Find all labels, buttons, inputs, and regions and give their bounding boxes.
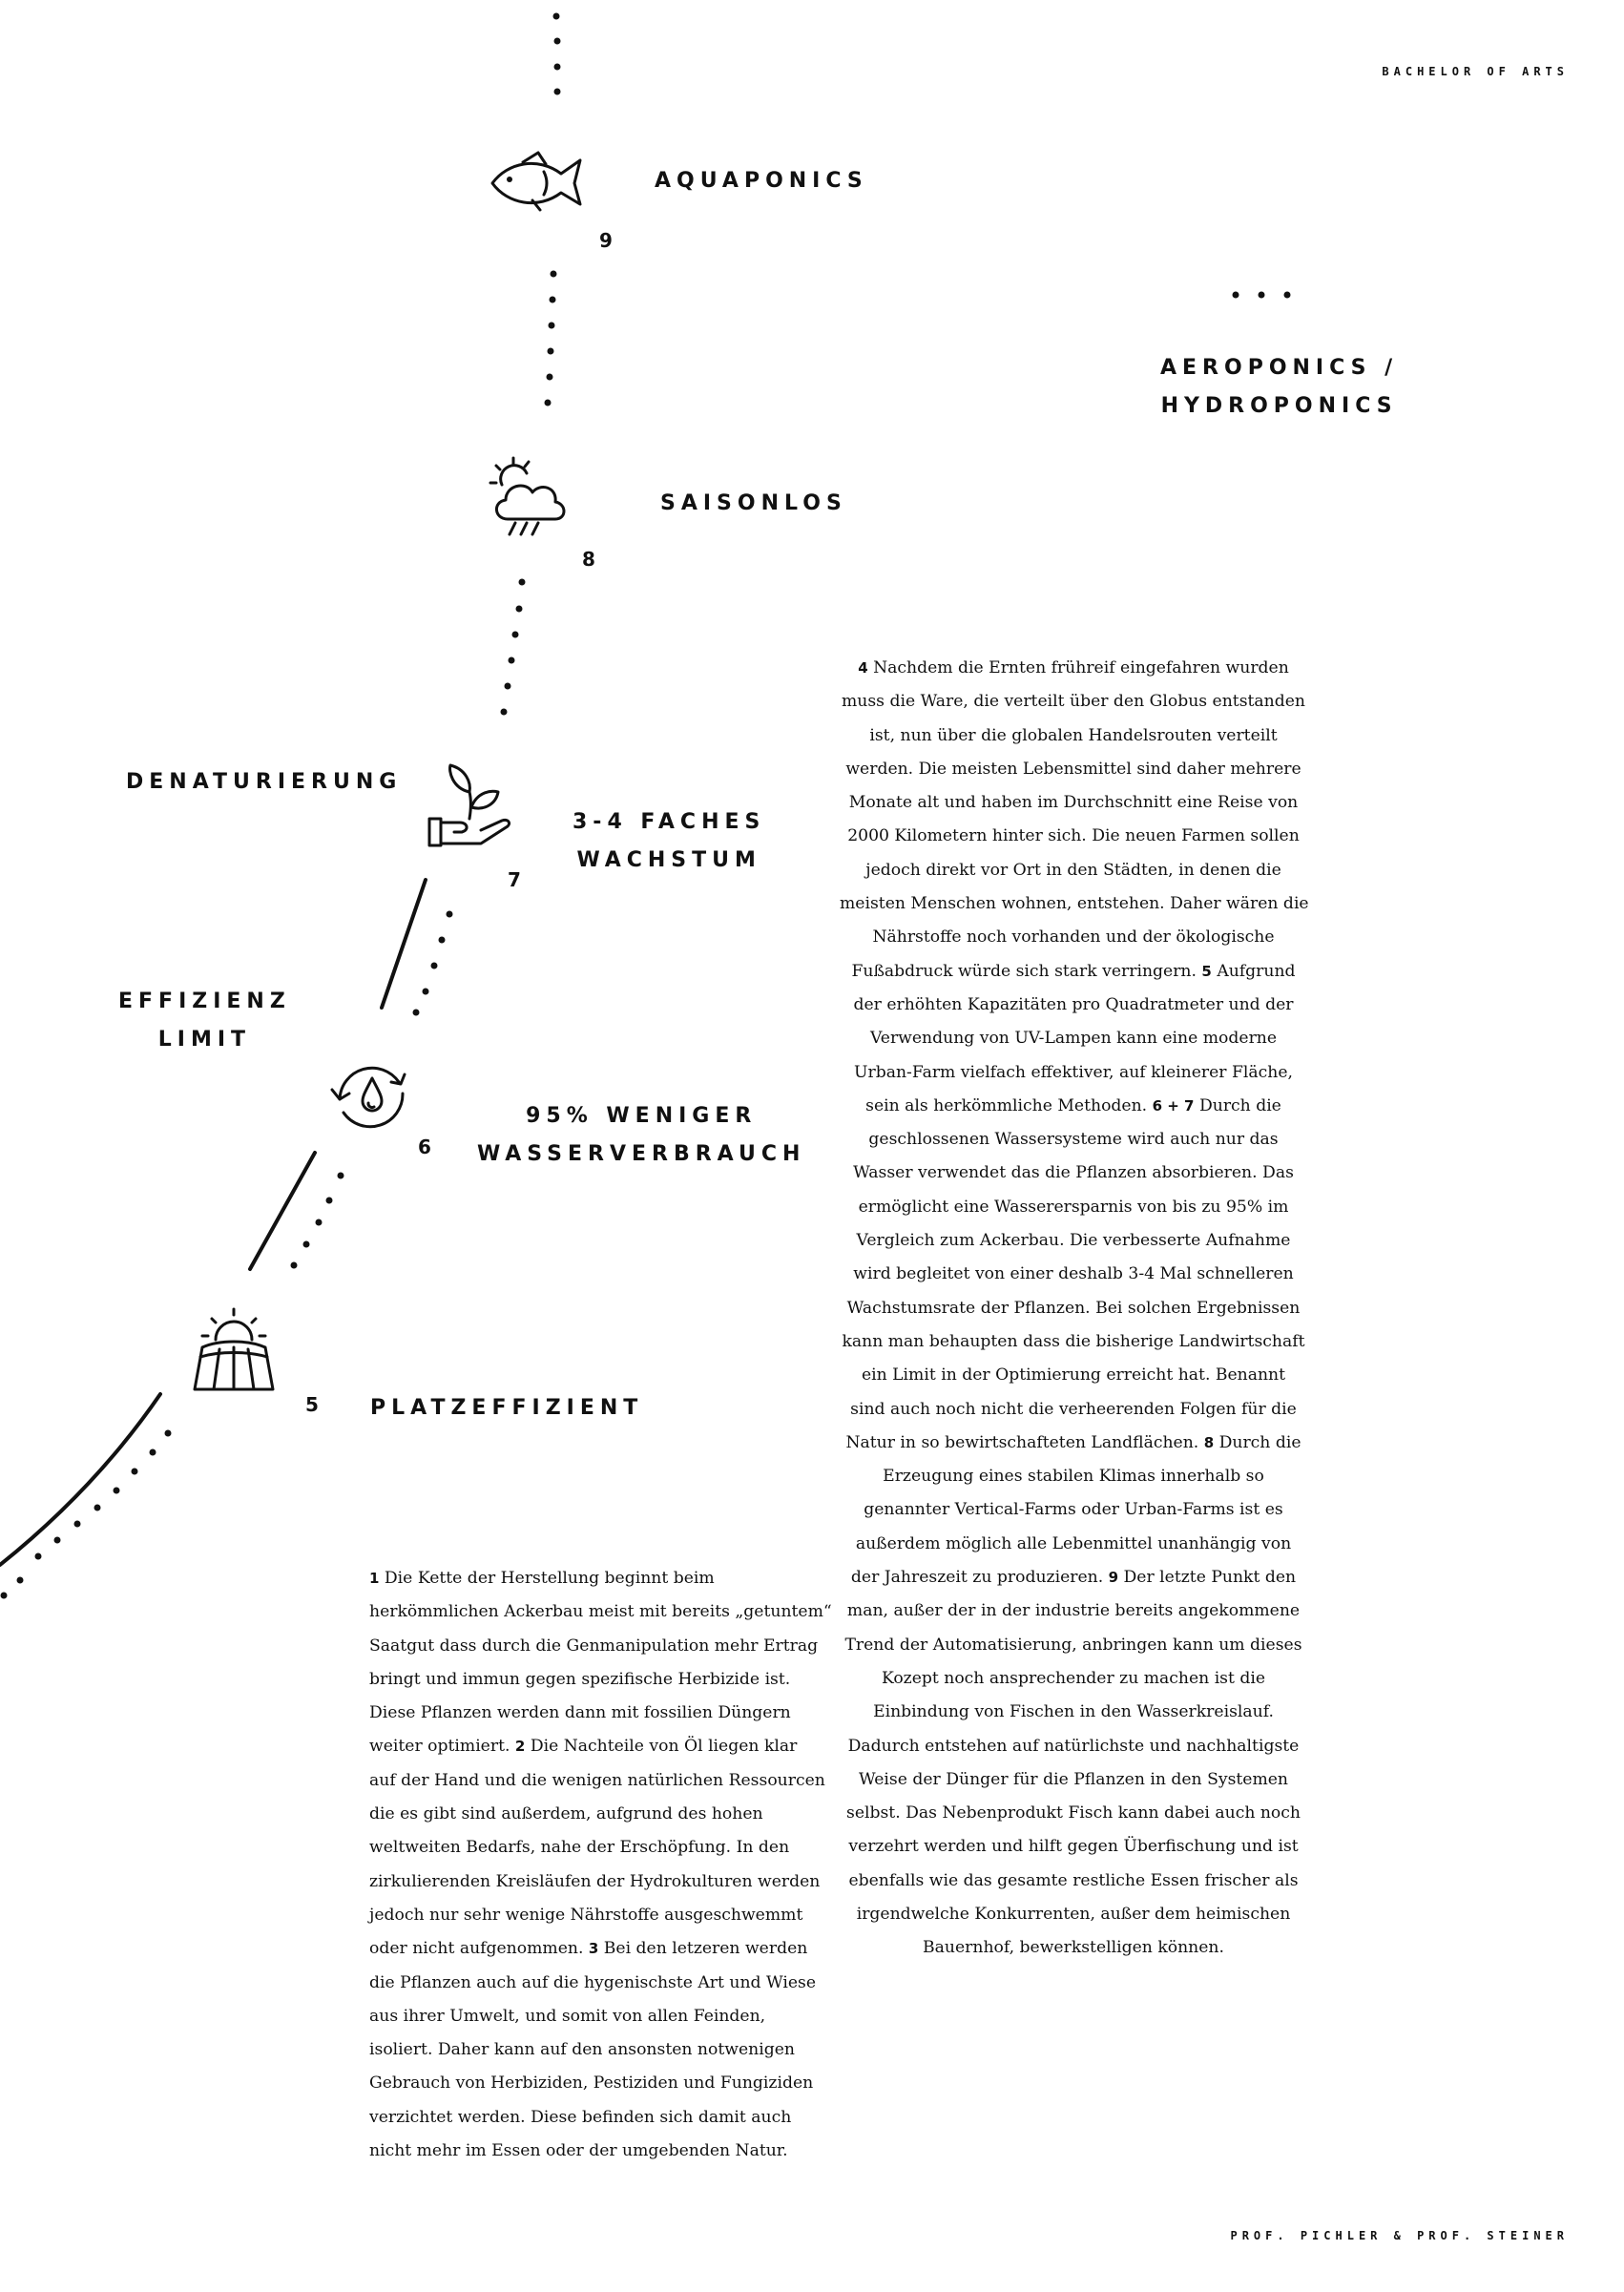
solid-curve-5 (0, 1394, 160, 1565)
text-segment: Die Kette der Herstellung beginnt beim (379, 1569, 715, 1588)
text-segment: Bauernhof, bewerkstelligen können. (923, 1938, 1224, 1958)
text-line (840, 1865, 1307, 1898)
wachstum-line-1: 3-4 FACHES (573, 810, 766, 834)
text-segment: weltweiten Bedarfs, nahe der Erschöpfung. In den (369, 1838, 790, 1858)
text-line (840, 753, 1307, 786)
text-line (369, 1967, 817, 2000)
text-segment: der Jahreszeit zu produzieren. (850, 1568, 1109, 1588)
text-segment: muss die Ware, die verteilt über den Globus entstanden (841, 692, 1305, 712)
aeroponics-hydroponics-title (1160, 349, 1398, 426)
text-segment: auf der Hand und die wenigen natürlichen Ressourcen (369, 1770, 825, 1790)
text-line (840, 1224, 1307, 1258)
wachstum-line-2: WACHSTUM (576, 848, 761, 872)
text-line (840, 1090, 1307, 1123)
right-text-column (840, 652, 1307, 1966)
text-line (840, 1427, 1307, 1460)
solid-line-6-5 (250, 1153, 315, 1269)
text-segment: aus ihrer Umwelt, und somit von allen Feinden, (369, 2006, 766, 2026)
text-segment: Durch die (1214, 1432, 1301, 1452)
text-line (840, 1696, 1307, 1729)
text-line (369, 2000, 799, 2033)
fish-icon (489, 149, 593, 216)
text-segment: ein Limit in der Optimierung erreicht hat. Benannt (861, 1365, 1286, 1386)
dotted-line-8-7 (501, 579, 526, 716)
limit-line: LIMIT (157, 1028, 252, 1052)
text-segment: isoliert. Daher kann auf den ansonsten notwenigen (369, 2040, 795, 2060)
text-segment: Die Nachteile von Öl liegen klar (525, 1737, 798, 1757)
text-line (840, 1763, 1307, 1797)
text-segment: weiter optimiert. (369, 1737, 515, 1757)
text-segment: Saatgut dass durch die Genmanipulation mehr Ertrag (369, 1636, 819, 1656)
text-line (369, 2101, 799, 2135)
step-number-5: 5 (305, 1393, 319, 1416)
aquaponics-title: AQUAPONICS (655, 169, 868, 193)
text-segment: wird begleitet von einer deshalb 3-4 Mal schnelleren (853, 1264, 1294, 1284)
text-line (840, 989, 1307, 1022)
text-line (369, 1899, 803, 1932)
dots-aeroponics (1233, 292, 1291, 299)
text-segment: Nachdem die Ernten frühreif eingefahren wurden (867, 658, 1289, 677)
text-line (840, 1830, 1307, 1864)
text-line (369, 1595, 832, 1629)
hydroponics-line: HYDROPONICS (1160, 394, 1398, 418)
text-line (840, 685, 1307, 719)
text-segment: Verwendung von UV-Lampen kann eine moderne (869, 1029, 1278, 1049)
text-line (369, 1697, 799, 1730)
text-segment: Durch die (1194, 1095, 1281, 1115)
wasser-line-2: WASSERVERBRAUCH (477, 1142, 806, 1166)
text-segment: geschlossenen Wassersysteme wird auch nur das (868, 1130, 1279, 1150)
text-line (840, 1325, 1307, 1359)
text-line (840, 786, 1307, 820)
text-segment: Fußabdruck würde sich stark verringern. (851, 961, 1202, 981)
text-line (840, 1594, 1307, 1628)
text-line (369, 1764, 825, 1798)
text-line (369, 1730, 799, 1763)
text-line (369, 2135, 799, 2168)
text-segment: genannter Vertical-Farms oder Urban-Farms ist es (864, 1500, 1283, 1520)
weather-cloud-icon (487, 456, 573, 542)
text-line (840, 652, 1307, 685)
effizienz-line: EFFIZIENZ (118, 990, 291, 1013)
text-segment: Der letzte Punkt den (1118, 1568, 1297, 1588)
text-segment: zirkulierenden Kreisläufen der Hydrokulturen werden (369, 1871, 821, 1891)
text-segment: kann man behaupten dass die bisherige Landwirtschaft (842, 1331, 1305, 1351)
text-line (840, 1931, 1307, 1965)
text-line (840, 1629, 1307, 1662)
text-segment: jedoch direkt vor Ort in den Städten, in denen die (865, 860, 1281, 880)
text-segment: Diese Pflanzen werden dann mit fossilien Düngern (369, 1703, 791, 1723)
text-line (840, 1561, 1307, 1594)
reference-number: 3 (588, 1940, 599, 1958)
wachstum-title (573, 803, 765, 880)
text-segment: man, außer der in der industrie bereits angekommene (846, 1601, 1301, 1621)
platzeffizient-title: PLATZEFFIZIENT (370, 1396, 644, 1420)
text-segment: Nährstoffe noch vorhanden und der ökologische (872, 927, 1275, 948)
text-segment: verzehrt werden und hilft gegen Überfischung und ist (848, 1837, 1299, 1857)
text-segment: außerdem möglich alle Lebenmittel unanhängig von (855, 1533, 1292, 1553)
reference-number: 9 (1108, 1569, 1119, 1587)
text-segment: Monate alt und haben im Durchschnitt eine Reise von (848, 793, 1299, 813)
text-line (840, 1662, 1307, 1696)
text-segment: herkömmlichen Ackerbau meist mit bereits „getuntem“ (369, 1602, 832, 1622)
text-segment: ist, nun über die globalen Handelsrouten verteilt (869, 725, 1278, 745)
text-line (369, 2067, 814, 2100)
text-line (840, 1123, 1307, 1156)
dotted-line-5-bottom (1, 1430, 172, 1599)
text-segment: Urban-Farm vielfach effektiver, auf kleinerer Fläche, (854, 1062, 1293, 1082)
text-line (369, 1798, 799, 1831)
text-segment: selbst. Das Nebenprodukt Fisch kann dabei auch noch (846, 1803, 1301, 1823)
dotted-line-top (553, 13, 561, 95)
dotted-line-9-8 (545, 271, 557, 406)
solid-line-7-6 (382, 880, 426, 1008)
text-segment: Gebrauch von Herbiziden, Pestiziden und Fungiziden (369, 2073, 814, 2094)
text-line (369, 1865, 821, 1899)
step-number-6: 6 (418, 1136, 431, 1158)
text-line (840, 1898, 1307, 1931)
text-segment: sein als herkömmliche Methoden. (865, 1095, 1153, 1115)
reference-number: 1 (369, 1570, 380, 1587)
text-line (840, 921, 1307, 954)
text-segment: die es gibt sind außerdem, aufgrund des hohen (369, 1804, 763, 1824)
text-line (840, 820, 1307, 853)
reference-number: 4 (858, 659, 868, 677)
text-segment: sind auch noch nicht die verheerenden Folgen für die (850, 1399, 1297, 1419)
water-recycle-icon (328, 1059, 416, 1134)
plant-hand-icon (427, 763, 513, 851)
left-text-column (369, 1562, 832, 2168)
text-segment: oder nicht aufgenommen. (369, 1939, 589, 1959)
text-line (840, 854, 1307, 887)
text-segment: bringt und immun gegen spezifische Herbizide ist. (369, 1669, 791, 1689)
text-segment: werden. Die meisten Lebensmittel sind daher mehrere (845, 759, 1301, 779)
text-segment: Weise der Dünger für die Pflanzen in den Systemen (858, 1769, 1289, 1789)
reference-number: 2 (514, 1738, 526, 1756)
text-line (840, 1292, 1307, 1325)
header-label: BACHELOR OF ARTS (1382, 65, 1569, 78)
text-segment: Trend der Automatisierung, anbringen kann um dieses (844, 1635, 1302, 1655)
reference-number: 6 + 7 (1152, 1096, 1195, 1115)
text-line (840, 1022, 1307, 1055)
text-line (369, 1932, 808, 1966)
text-line (369, 2033, 799, 2067)
text-segment: Bei den letzeren werden (598, 1939, 808, 1959)
text-segment: 2000 Kilometern hinter sich. Die neuen Farmen sollen (847, 826, 1300, 846)
text-segment: Aufgrund (1211, 961, 1296, 981)
text-line (840, 1359, 1307, 1392)
text-segment: Dadurch entstehen auf natürlichste und nachhaltigste (847, 1736, 1300, 1756)
text-segment: Vergleich zum Ackerbau. Die verbesserte Aufnahme (856, 1231, 1291, 1251)
text-segment: Wachstumsrate der Pflanzen. Bei solchen Ergebnissen (846, 1298, 1301, 1318)
text-line (840, 1460, 1307, 1493)
text-segment: nicht mehr im Essen oder der umgebenden Natur. (369, 2141, 788, 2161)
denaturierung-title: DENATURIERUNG (126, 770, 403, 794)
step-number-9: 9 (599, 229, 613, 252)
effizienz-limit-title (118, 983, 291, 1059)
text-segment: Natur in so bewirtschafteten Landflächen. (845, 1432, 1204, 1452)
text-line (840, 1730, 1307, 1763)
text-line (840, 1393, 1307, 1427)
text-segment: Einbindung von Fischen in den Wasserkreislauf. (873, 1702, 1274, 1722)
aeroponics-line: AEROPONICS / (1160, 356, 1399, 380)
text-line (369, 1630, 819, 1663)
text-segment: Erzeugung eines stabilen Klimas innerhalb so (883, 1467, 1264, 1487)
text-segment: ermöglicht eine Wasserersparnis von bis zu 95% im (858, 1197, 1289, 1217)
text-line (840, 1156, 1307, 1190)
text-line (369, 1831, 799, 1865)
wasser-title (477, 1097, 805, 1174)
dotted-line-6-5 (291, 1173, 344, 1269)
text-segment: die Pflanzen auch auf die hygenischste Art und Wiese (369, 1972, 817, 1992)
text-segment: meisten Menschen wohnen, entstehen. Daher wären die (840, 894, 1309, 914)
text-segment: ebenfalls wie das gesamte restliche Essen frischer als (848, 1870, 1299, 1890)
text-line (840, 1191, 1307, 1224)
text-line (840, 1258, 1307, 1291)
text-segment: Kozept noch ansprechender zu machen ist die (881, 1668, 1266, 1688)
text-line (840, 955, 1307, 989)
sun-field-icon (191, 1307, 277, 1393)
text-segment: jedoch nur sehr wenige Nährstoffe ausgeschwemmt (369, 1905, 803, 1925)
reference-number: 8 (1203, 1433, 1215, 1451)
text-line (840, 1797, 1307, 1830)
footer-label: PROF. PICHLER & PROF. STEINER (1230, 2229, 1569, 2242)
text-line (369, 1562, 799, 1595)
text-line (840, 1528, 1307, 1561)
wasser-line-1: 95% WENIGER (526, 1104, 758, 1128)
text-segment: verzichtet werden. Diese befinden sich damit auch (369, 2107, 792, 2127)
text-segment: irgendwelche Konkurrenten, außer dem heimischen (856, 1904, 1291, 1924)
saisonlos-title: SAISONLOS (660, 491, 847, 515)
text-line (840, 1493, 1307, 1527)
step-number-8: 8 (582, 548, 595, 571)
text-segment: der erhöhten Kapazitäten pro Quadratmeter und der (853, 994, 1294, 1014)
text-line (840, 887, 1307, 921)
text-line (840, 719, 1307, 753)
dotted-line-7-6 (413, 911, 453, 1016)
step-number-7: 7 (508, 868, 521, 891)
text-line (369, 1663, 799, 1697)
text-line (840, 1056, 1307, 1090)
text-segment: Wasser verwendet das die Pflanzen absorbieren. Das (853, 1163, 1294, 1183)
reference-number: 5 (1201, 962, 1212, 980)
